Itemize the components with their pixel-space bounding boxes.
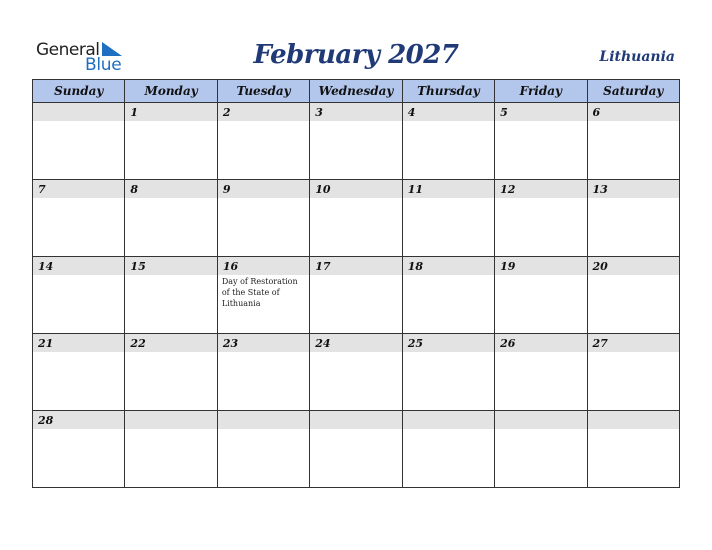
day-number: [33, 103, 124, 121]
day-number: 12: [495, 180, 586, 198]
weekday-header: Tuesday: [217, 80, 309, 103]
day-number: 3: [310, 103, 401, 121]
week-row: [33, 103, 680, 180]
weekday-header-row: [33, 80, 680, 103]
day-number: [588, 411, 679, 429]
week-row: [33, 180, 680, 257]
day-number: [495, 411, 586, 429]
day-number: 26: [495, 334, 586, 352]
logo-text-blue: Blue: [85, 55, 122, 75]
day-number: 19: [495, 257, 586, 275]
day-cell: [125, 334, 217, 411]
day-cell: [587, 334, 679, 411]
day-cell: [310, 257, 402, 334]
weekday-header: Friday: [495, 80, 587, 103]
page-title: February 2027: [253, 40, 459, 70]
day-cell: [495, 334, 587, 411]
day-number: 25: [403, 334, 494, 352]
day-cell: [402, 411, 494, 488]
day-cell: [310, 411, 402, 488]
day-number: 21: [33, 334, 124, 352]
day-number: 1: [125, 103, 216, 121]
week-row: [33, 411, 680, 488]
day-number: 4: [403, 103, 494, 121]
day-cell: [310, 180, 402, 257]
day-number: 7: [33, 180, 124, 198]
day-number: 13: [588, 180, 679, 198]
weekday-header: Sunday: [33, 80, 125, 103]
day-number: 16: [218, 257, 309, 275]
day-cell: [402, 257, 494, 334]
day-cell: [310, 103, 402, 180]
day-number: 10: [310, 180, 401, 198]
day-cell: [402, 180, 494, 257]
day-number: [125, 411, 216, 429]
weekday-header: Monday: [125, 80, 217, 103]
week-row: [33, 334, 680, 411]
day-number: [310, 411, 401, 429]
day-number: 17: [310, 257, 401, 275]
day-number: 20: [588, 257, 679, 275]
day-cell: [33, 411, 125, 488]
day-cell: [33, 180, 125, 257]
day-number: 11: [403, 180, 494, 198]
day-cell: [125, 257, 217, 334]
day-number: 15: [125, 257, 216, 275]
weekday-header: Wednesday: [310, 80, 402, 103]
day-cell: [33, 334, 125, 411]
day-cell: [495, 257, 587, 334]
day-cell: [495, 411, 587, 488]
day-number: 24: [310, 334, 401, 352]
day-cell: [587, 411, 679, 488]
day-cell: [33, 257, 125, 334]
day-number: 5: [495, 103, 586, 121]
day-number: 2: [218, 103, 309, 121]
day-number: 22: [125, 334, 216, 352]
day-cell-holiday: [217, 257, 309, 334]
week-row: [33, 257, 680, 334]
day-cell: [217, 103, 309, 180]
day-cell: [587, 257, 679, 334]
day-cell: [217, 180, 309, 257]
day-cell: [33, 103, 125, 180]
day-number: 8: [125, 180, 216, 198]
holiday-label: Day of Restoration of the State of Lithuania: [221, 277, 298, 308]
day-cell: [310, 334, 402, 411]
day-cell: [495, 180, 587, 257]
day-number: 18: [403, 257, 494, 275]
day-number: 6: [588, 103, 679, 121]
day-number: [218, 411, 309, 429]
day-cell: [217, 411, 309, 488]
day-number: 9: [218, 180, 309, 198]
day-number: 28: [33, 411, 124, 429]
day-number: [403, 411, 494, 429]
day-cell: [217, 334, 309, 411]
day-cell: [125, 180, 217, 257]
day-cell: [587, 180, 679, 257]
weekday-header: Thursday: [402, 80, 494, 103]
day-number: 27: [588, 334, 679, 352]
weekday-header: Saturday: [587, 80, 679, 103]
day-cell: [587, 103, 679, 180]
day-number: 14: [33, 257, 124, 275]
day-cell: [125, 103, 217, 180]
country-label: Lithuania: [599, 49, 675, 65]
calendar-grid: [32, 79, 680, 488]
day-cell: [402, 103, 494, 180]
day-cell: [125, 411, 217, 488]
logo-text-general: General: [36, 40, 100, 60]
day-cell: [402, 334, 494, 411]
day-number: 23: [218, 334, 309, 352]
day-cell: [495, 103, 587, 180]
